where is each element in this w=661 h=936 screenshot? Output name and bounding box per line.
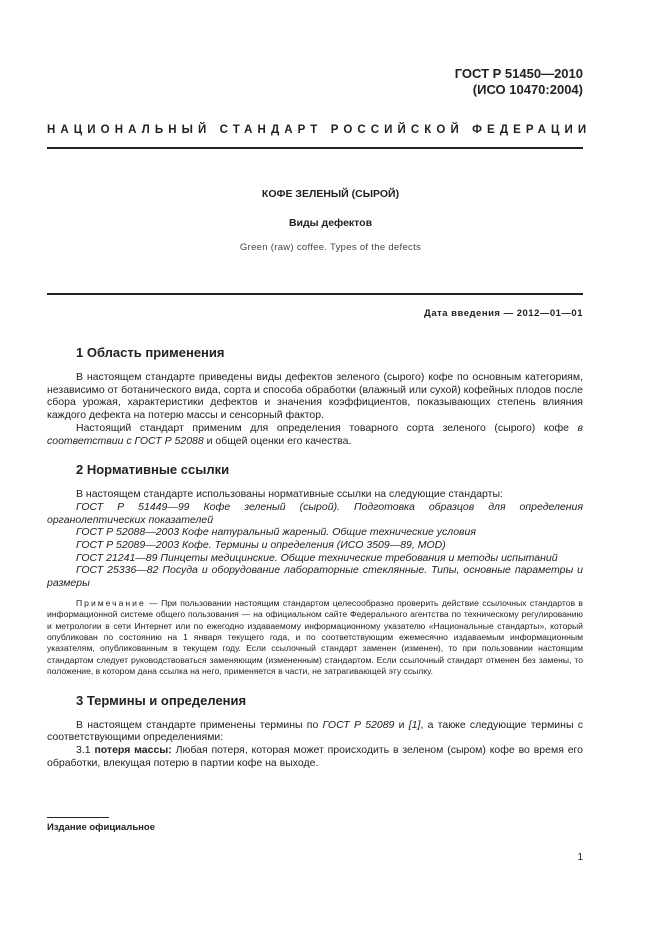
introduction-date: Дата введения — 2012—01—01 <box>424 308 583 319</box>
english-title: Green (raw) coffee. Types of the defects <box>239 242 422 253</box>
reference-text: ГОСТ Р 52089 <box>322 718 395 731</box>
text-run: В настоящем стандарте применены термины по <box>76 718 323 731</box>
term-definition <box>47 744 583 769</box>
section-scope <box>47 344 583 447</box>
reference-item: ГОСТ Р 52089—2003 Кофе. Термины и определения (ИСО 3509—89, MOD) <box>76 539 446 552</box>
top-divider <box>47 147 583 149</box>
page-number: 1 <box>577 852 583 863</box>
reference-item: ГОСТ Р 51449—99 Кофе зеленый (сырой). Подготовка образцов для определения органолептических показателей <box>47 500 583 526</box>
reference-text: в соответствии с ГОСТ Р 52088 <box>47 421 583 447</box>
reference-item: ГОСТ 25336—82 Посуда и оборудование лабораторные стеклянные. Типы, основные параметры и размеры <box>47 564 583 590</box>
text-run: и общей оценки его качества. <box>203 434 352 447</box>
document-body <box>47 344 583 784</box>
document-subtitle: Виды дефектов <box>288 217 373 229</box>
reference-item: ГОСТ Р 52088—2003 Кофе натуральный жареный. Общие технические условия <box>76 526 476 539</box>
reference-text: [1] <box>408 718 421 731</box>
footer-divider <box>47 817 109 818</box>
paragraph <box>47 422 583 447</box>
std-number: ГОСТ Р 51450—2010 <box>454 66 583 81</box>
middle-divider <box>47 293 583 295</box>
document-title: КОФЕ ЗЕЛЕНЫЙ (СЫРОЙ) <box>261 188 400 200</box>
term-number: 3.1 <box>76 744 95 757</box>
iso-number: (ИСО 10470:2004) <box>472 82 583 97</box>
definition-text: Любая потеря, которая может происходить в зеленом (сыром) кофе во время его обработки, влекущая потерю в партии кофе на выходе. <box>47 744 583 769</box>
text-run: и <box>394 718 409 731</box>
paragraph <box>47 719 583 744</box>
term: потеря массы: <box>94 744 172 757</box>
reference-item: ГОСТ 21241—89 Пинцеты медицинские. Общие технические требования и методы испытаний <box>76 551 558 564</box>
section-normative-references <box>47 461 583 677</box>
paragraph: В настоящем стандарте использованы нормативные ссылки на следующие стандарты: <box>76 488 503 501</box>
edition-label: Издание официальное <box>47 822 155 833</box>
section-terms <box>47 692 583 770</box>
text-run: , а также следующие термины с соответствующими определениями: <box>47 718 583 744</box>
national-standard-banner: НАЦИОНАЛЬНЫЙ СТАНДАРТ РОССИЙСКОЙ ФЕДЕРАЦИИ <box>47 124 592 136</box>
section-heading: 2 Нормативные ссылки <box>76 462 230 478</box>
section-heading: 3 Термины и определения <box>76 692 247 708</box>
standard-designation <box>455 66 583 98</box>
note <box>47 598 583 678</box>
note-label: Примечание <box>76 597 146 608</box>
text-run: Настоящий стандарт применим для определения товарного сорта зеленого (сырого) кофе <box>76 421 578 434</box>
note-text: — При пользовании настоящим стандартом целесообразно проверить действие ссылочных стандартов в информационной системе общего пользования — на официальном сайте Федерального агентства по техническому регулированию и метрологии в сети Интернет или по ежегодно издаваемому информационному указателю «Национальные стандарты», который опубликован по состоянию на 1 января текущего года, и по соответствующим ежемесячно издаваемым информационным указателям, опубликованным в текущем году. Если ссылочный стандарт заменен (изменен), то при пользовании настоящим стандартом следует руководствоваться заменяющим (измененным) стандартом. Если ссылочный стандарт отменен без замены, то положение, в котором дана ссылка на него, применяется в части, не затрагивающей эту ссылку. <box>47 597 583 677</box>
paragraph: В настоящем стандарте приведены виды дефектов зеленого (сырого) кофе по основным категориям, независимо от ботанического вида, сорта и способа обработки (влажный или сухой) кофейных плодов после сбора урожая, характеристики дефектов и значения коэффициентов, показывающих степень влияния каждого дефекта на потерю массы и сенсорный фактор. <box>47 371 583 422</box>
section-heading: 1 Область применения <box>76 345 225 360</box>
